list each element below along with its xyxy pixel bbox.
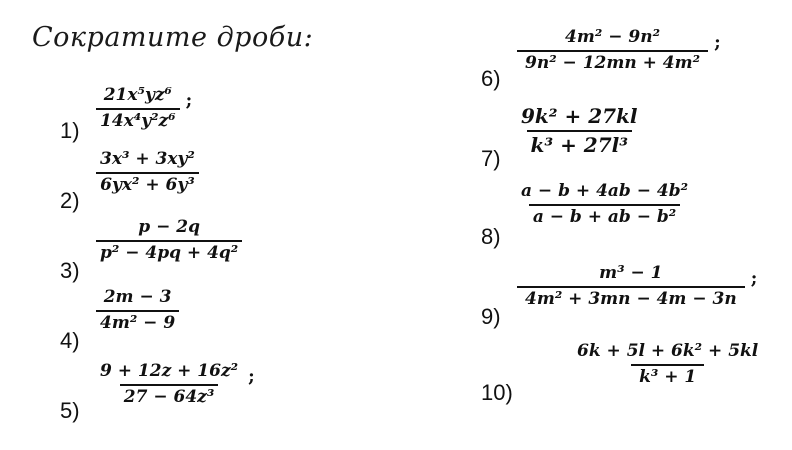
problem-1-numerator: 21x⁵yz⁶	[103, 85, 172, 105]
problem-1-fraction	[96, 86, 192, 131]
problem-3-numerator: p − 2q	[138, 217, 200, 237]
problem-6-fraction	[517, 28, 721, 73]
problem-3-number: 3)	[60, 258, 80, 283]
problem-1-denominator: 14x⁴y²z⁶	[96, 108, 180, 132]
problem-3-fraction	[96, 218, 248, 263]
problem-10-number: 10)	[481, 380, 513, 405]
problem-9-numerator: m³ − 1	[599, 263, 663, 283]
problem-1-semicolon: ;	[185, 90, 193, 112]
problem-8-fraction	[517, 182, 698, 227]
problem-9-semicolon: ;	[750, 268, 758, 290]
problem-7-fraction	[517, 105, 648, 157]
problem-9-fraction	[517, 264, 757, 309]
problem-2-fraction	[96, 150, 205, 195]
problem-8-denominator: a − b + ab − b²	[529, 204, 680, 228]
problem-4-denominator: 4m² − 9	[96, 310, 179, 334]
problem-6-numerator: 4m² − 9n²	[565, 27, 661, 47]
problem-4-number: 4)	[60, 328, 80, 353]
problem-6-number: 6)	[481, 66, 501, 91]
problem-6-denominator: 9n² − 12mn + 4m²	[517, 50, 708, 74]
problem-5-fraction	[96, 362, 255, 407]
problem-3-denominator: p² − 4pq + 4q²	[96, 240, 242, 264]
problem-8-numerator: a − b + 4ab − 4b²	[521, 181, 689, 201]
problem-9-number: 9)	[481, 304, 501, 329]
problem-4-numerator: 2m − 3	[103, 287, 172, 307]
problem-4-fraction	[96, 288, 185, 333]
problem-10-fraction	[569, 342, 772, 387]
problem-10-denominator: k³ + 1	[631, 364, 704, 388]
problem-5-numerator: 9 + 12z + 16z²	[100, 361, 239, 381]
problem-10-numerator: 6k + 5l + 6k² + 5kl	[577, 341, 759, 361]
problem-7-numerator: 9k² + 27kl	[521, 104, 638, 128]
page-title: Сократите дроби:	[32, 22, 314, 53]
problem-1-number: 1)	[60, 118, 80, 143]
problem-6-semicolon: ;	[714, 32, 721, 54]
problem-2-numerator: 3x³ + 3xy²	[100, 149, 195, 169]
problem-9-denominator: 4m² + 3mn − 4m − 3n	[517, 286, 745, 310]
problem-7-number: 7)	[481, 146, 501, 171]
problem-2-number: 2)	[60, 188, 80, 213]
problem-5-semicolon: ;	[248, 366, 255, 388]
problem-2-denominator: 6yx² + 6y³	[96, 172, 199, 196]
problem-8-number: 8)	[481, 224, 501, 249]
problem-5-denominator: 27 − 64z³	[120, 384, 219, 408]
problem-7-denominator: k³ + 27l³	[527, 130, 633, 157]
problem-5-number: 5)	[60, 398, 80, 423]
